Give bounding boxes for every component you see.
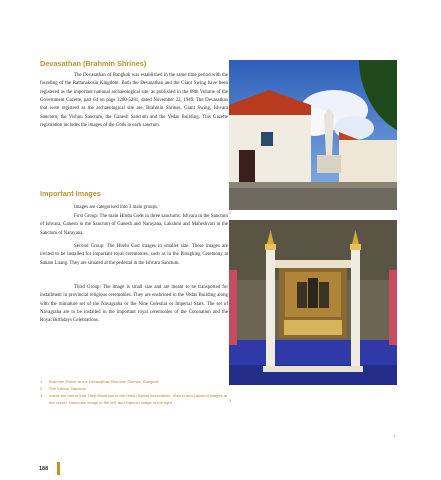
sanctum-illustration: [229, 220, 397, 385]
caption-number: 1: [40, 379, 43, 384]
third-group-paragraph: Third Group: The image is small size and are meant to be transported for installment in provincial religious ceremonies. They are enshrined in the Vedas Building along with the miniature set of the Navagraha or the Nine Celestial or Imperial Stars. The set of Navagraha are to be installed in the important royal ceremonies of the Coronation and the Royal Birthdays Celebrations.: [40, 285, 228, 324]
shrine-illustration: [229, 60, 397, 210]
caption-list: [40, 379, 230, 407]
vishnu-sanctum-photo: [229, 220, 397, 385]
devasathan-body: [40, 72, 228, 130]
caption-text: The Vishnu Sanctum: [49, 385, 87, 391]
caption-text: Brahmin Shrine at the Devasathan Brahmin Shrines, Bangkok: [49, 379, 159, 384]
photo-marker-2: 2: [229, 210, 232, 215]
caption-3: [40, 393, 230, 407]
caption-2: [40, 386, 230, 393]
caption-number: 3: [40, 392, 43, 398]
caption-number: 2: [40, 385, 43, 391]
first-group-paragraph: First Group: The main Hindu Gods in three sanctums: Ishvara in the Sanctum of Ishvara, Ganesh in the Sanctum of Ganesh and Narayana, Lakshmi and Maheshvari in the Sanctum of Narayana.: [40, 214, 228, 236]
brahmin-shrine-photo: [229, 60, 397, 210]
caption-1: [40, 379, 230, 386]
photo-marker-3: 3: [229, 398, 232, 403]
corner-marker: 1: [393, 433, 396, 438]
heading-devasathan: Devasathan (Brahmin Shrines): [40, 59, 147, 68]
caption-text: Inside the hall of Wat Thep Monthian of the Hindu Samaj Association. Vishnu and Lakshmi images at the center, Hanuman image to the left, and Ganesh image to the right: [49, 392, 228, 405]
devasathan-paragraph: The Devasathan of Bangkok was established in the same time period with the founding of the Rattanakosin Kingdom. Both the Devasathan and the Giant Swing have been registered as the important national archaeological site, as published in the 68th Volume of the Government Gazette, part 64 on page 3280-5281, dated November 22, 1949. The Devasathan that were registerd as the archaeological site are, Brahmin Shrines, Giant Swing, Ishvara Sanctum, the Vishnu Sanctum, the Ganesh Sanctum and the Vedas Building. This Gazette registration includes the images of the Gods in each sanctum.: [40, 73, 228, 129]
page-accent-bar: [57, 462, 60, 475]
page-number: 188: [39, 466, 49, 472]
heading-important-images: Important Images: [40, 189, 101, 198]
images-intro: Images are categorised into 3 main groups.: [74, 205, 159, 210]
second-group-paragraph: Second Group: The Hindu God images in smaller size. These images are invited to be installed for important royal ceremonies, such as in the Ploughing Ceremony at Sanam Luang. They are situated at the pedestal in the Ishvara Sanctum.: [40, 244, 228, 266]
